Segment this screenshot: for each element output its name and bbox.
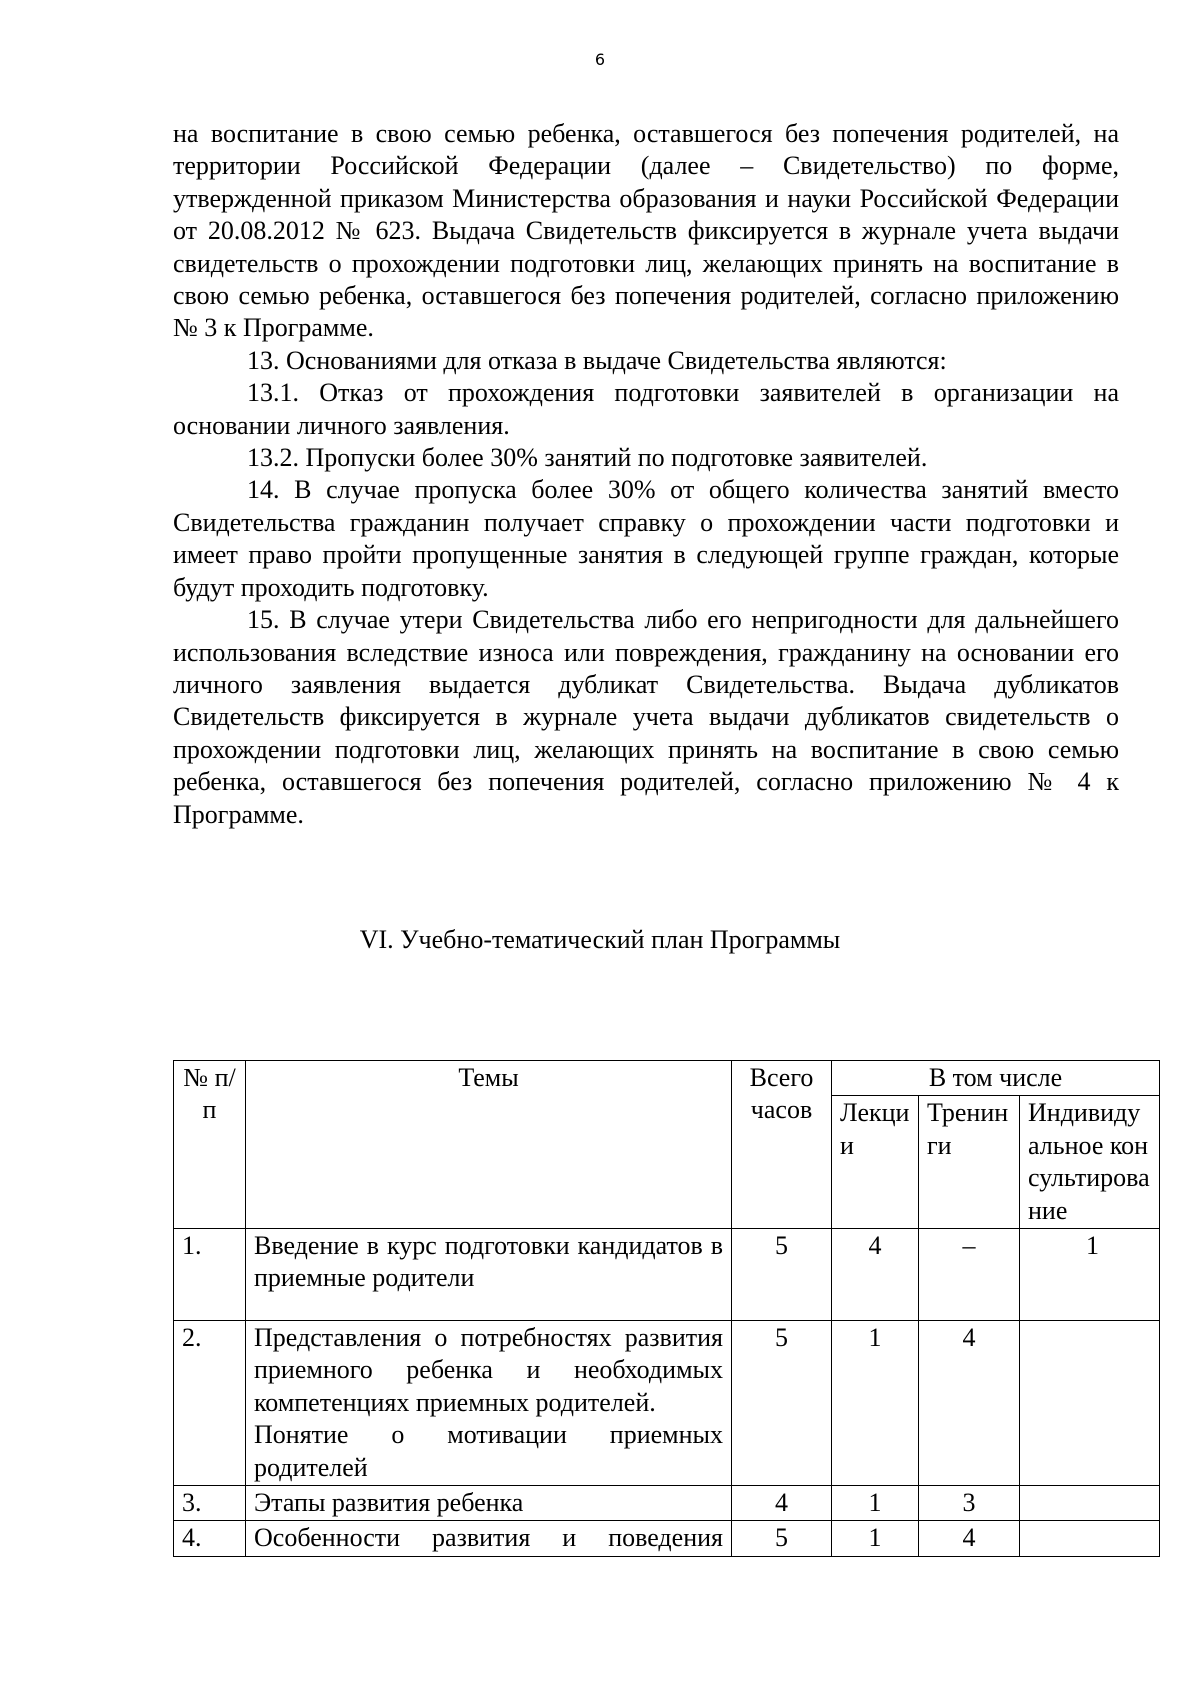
table-row: [174, 1321, 1160, 1486]
table-row: [174, 1521, 1160, 1556]
row-num: 3.: [174, 1486, 246, 1521]
paragraph-certificate: на воспитание в свою семью ребенка, оставшегося без попечения родителей, на территории Российской Федерации (далее – Свидетельство) по форме, утвержденной приказом Министерства образования и науки Российской Федерации от 20.08.2012 № 623. Выдача Свидетельств фиксируется в журнале учета выдачи свидетельств о прохождении подготовки лиц, желающих принять на воспитание в свою семью ребенка, оставшегося без попечения родителей, согласно приложению № 3 к Программе.: [173, 119, 1119, 343]
row-topic: Этапы развития ребенка: [246, 1486, 732, 1521]
table-row: [174, 1229, 1160, 1321]
row-topic: Введение в курс подготовки кандидатов в приемные родители: [246, 1229, 732, 1321]
row-consulting: 1: [1020, 1229, 1160, 1321]
paragraph-14: 14. В случае пропуска более 30% от общего количества занятий вместо Свидетельства гражданин получает справку о прохождении части подготовки и имеет право пройти пропущенные занятия в следующей группе граждан, которые будут проходить подготовку.: [173, 475, 1119, 602]
header-trainings: Тренинги: [919, 1096, 1020, 1229]
document-body: [173, 118, 1119, 831]
row-lectures: 4: [832, 1229, 919, 1321]
row-total: 5: [732, 1521, 832, 1556]
header-including: В том числе: [832, 1061, 1160, 1096]
row-topic: Представления о потребностях развития приемного ребенка и необходимых компетенциях приемных родителей.: [254, 1323, 723, 1417]
curriculum-table: [173, 1060, 1160, 1557]
header-consulting: Индивидуальное консультирование: [1020, 1096, 1160, 1229]
table-header-row: [174, 1061, 1160, 1096]
header-lectures: Лекции: [832, 1096, 919, 1229]
row-consulting: [1020, 1521, 1160, 1556]
row-topic-cell: [246, 1321, 732, 1486]
table-row: [174, 1486, 1160, 1521]
row-trainings: –: [919, 1229, 1020, 1321]
header-total-hours: Всего часов: [732, 1061, 832, 1229]
row-num: 4.: [174, 1521, 246, 1556]
row-consulting: [1020, 1486, 1160, 1521]
row-num: 1.: [174, 1229, 246, 1321]
paragraph-13-1: 13.1. Отказ от прохождения подготовки заявителей в организации на основании личного заявления.: [173, 378, 1119, 440]
header-topic: Темы: [246, 1061, 732, 1229]
row-trainings: 4: [919, 1321, 1020, 1486]
row-topic: Особенности развития и поведения: [246, 1521, 732, 1556]
row-num: 2.: [174, 1321, 246, 1486]
paragraph-15: 15. В случае утери Свидетельства либо его непригодности для дальнейшего использования вследствие износа или повреждения, гражданину на основании его личного заявления выдается дубликат Свидетельства. Выдача дубликатов Свидетельств фиксируется в журнале учета выдачи дубликатов свидетельств о прохождении подготовки лиц, желающих принять на воспитание в свою семью ребенка, оставшегося без попечения родителей, согласно приложению № 4 к Программе.: [173, 605, 1119, 829]
paragraph-13: 13. Основаниями для отказа в выдаче Свидетельства являются:: [247, 345, 947, 375]
row-total: 5: [732, 1229, 832, 1321]
row-consulting: [1020, 1321, 1160, 1486]
row-total: 5: [732, 1321, 832, 1486]
header-num: № п/п: [174, 1061, 246, 1229]
page-number: 6: [594, 50, 606, 69]
row-lectures: 1: [832, 1521, 919, 1556]
row-topic-continued: Понятие о мотивации приемных родителей: [254, 1420, 723, 1482]
section-title: VI. Учебно-тематический план Программы: [359, 925, 841, 954]
row-lectures: 1: [832, 1321, 919, 1486]
row-lectures: 1: [832, 1486, 919, 1521]
row-trainings: 4: [919, 1521, 1020, 1556]
paragraph-13-2: 13.2. Пропуски более 30% занятий по подготовке заявителей.: [247, 443, 928, 473]
row-trainings: 3: [919, 1486, 1020, 1521]
row-total: 4: [732, 1486, 832, 1521]
